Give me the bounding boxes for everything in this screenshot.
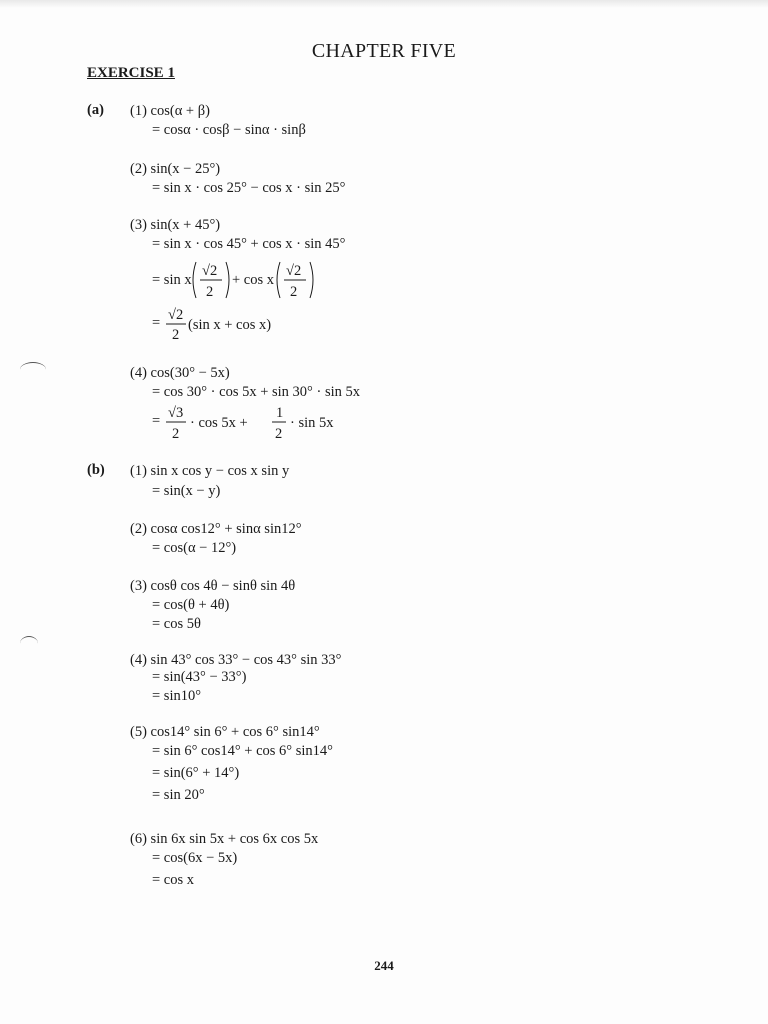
problem-expression: cos14° sin 6° + cos 6° sin14°: [150, 724, 320, 740]
solution-step: = sin x: [152, 272, 192, 288]
solution-step: = cos(θ + 4θ): [152, 597, 230, 613]
problem-expression: cos(30° − 5x): [150, 365, 230, 381]
solution-step: = sin10°: [152, 688, 202, 704]
solution-step-tail: · sin 5x: [290, 415, 334, 431]
problem-b6: [130, 830, 318, 848]
part-b-label: (b): [87, 462, 105, 478]
left-paren: [277, 262, 280, 298]
problem-expression: cosα cos12° + sinα sin12°: [150, 521, 302, 537]
problem-expression: sin(x + 45°): [150, 217, 221, 233]
fraction-numerator: 1: [276, 405, 284, 421]
problem-b4: [130, 651, 341, 669]
fraction-numerator: √2: [168, 307, 184, 323]
binding-hole-mark: [20, 362, 46, 377]
problem-number: (1): [130, 103, 147, 119]
problem-expression: cos(α + β): [150, 103, 210, 119]
fraction-denominator: 2: [172, 426, 180, 442]
solution-step: = cos 30° · cos 5x + sin 30° · sin 5x: [152, 384, 360, 400]
fraction-numerator: √2: [202, 263, 218, 279]
problem-number: (3): [130, 217, 147, 233]
problem-number: (1): [130, 463, 147, 479]
solution-step: = sin x · cos 25° − cos x · sin 25°: [152, 180, 346, 196]
fraction-expression: [140, 256, 340, 304]
problem-b1: [130, 462, 289, 480]
problem-expression: cosθ cos 4θ − sinθ sin 4θ: [150, 578, 296, 594]
problem-a3: [130, 216, 220, 234]
left-paren: [193, 262, 196, 298]
problem-number: (5): [130, 724, 147, 740]
solution-step: = sin 20°: [152, 787, 205, 803]
chapter-title: CHAPTER FIVE: [311, 40, 457, 62]
problem-expression: sin 6x sin 5x + cos 6x cos 5x: [150, 831, 319, 847]
binding-hole-mark: [20, 636, 38, 651]
problem-number: (3): [130, 578, 147, 594]
right-paren: [310, 262, 313, 298]
problem-a1: [130, 102, 210, 120]
problem-number: (6): [130, 831, 147, 847]
solution-step: = sin(x − y): [152, 483, 221, 499]
solution-step: = cos(α − 12°): [152, 540, 237, 556]
problem-a2: [130, 160, 220, 178]
problem-number: (2): [130, 161, 147, 177]
equals-sign: =: [152, 413, 161, 429]
solution-step: = sin(43° − 33°): [152, 669, 247, 685]
part-a-label: (a): [87, 102, 104, 118]
fraction-numerator: √3: [168, 405, 184, 421]
problem-b5: [130, 723, 320, 741]
problem-expression: sin(x − 25°): [150, 161, 221, 177]
problem-a4: [130, 364, 230, 382]
solution-step-middle: + cos x: [232, 272, 275, 288]
problem-expression: sin x cos y − cos x sin y: [150, 463, 290, 479]
problem-b3: [130, 577, 295, 595]
right-paren: [226, 262, 229, 298]
solution-step-tail: (sin x + cos x): [188, 317, 272, 333]
scan-edge-shadow: [0, 0, 768, 8]
problem-number: (4): [130, 652, 147, 668]
problem-number: (4): [130, 365, 147, 381]
problem-expression: sin 43° cos 33° − cos 43° sin 33°: [150, 652, 342, 668]
exercise-title: EXERCISE 1: [87, 65, 175, 81]
problem-number: (2): [130, 521, 147, 537]
fraction-denominator: 2: [206, 284, 214, 300]
fraction-expression: [140, 401, 370, 443]
solution-step: = sin 6° cos14° + cos 6° sin14°: [152, 743, 333, 759]
fraction-numerator: √2: [286, 263, 302, 279]
solution-step: = cos x: [152, 872, 195, 888]
solution-step: = cosα · cosβ − sinα · sinβ: [152, 122, 306, 138]
solution-step-middle: · cos 5x +: [190, 415, 248, 431]
equals-sign: =: [152, 315, 161, 331]
solution-step: = sin(6° + 14°): [152, 765, 240, 781]
page-number: 244: [374, 958, 394, 973]
fraction-expression: [140, 305, 340, 345]
solution-step: = cos 5θ: [152, 616, 201, 632]
solution-step: = sin x · cos 45° + cos x · sin 45°: [152, 236, 346, 252]
fraction-denominator: 2: [275, 426, 283, 442]
fraction-denominator: 2: [172, 327, 180, 343]
solution-step: = cos(6x − 5x): [152, 850, 238, 866]
problem-b2: [130, 520, 302, 538]
fraction-denominator: 2: [290, 284, 298, 300]
